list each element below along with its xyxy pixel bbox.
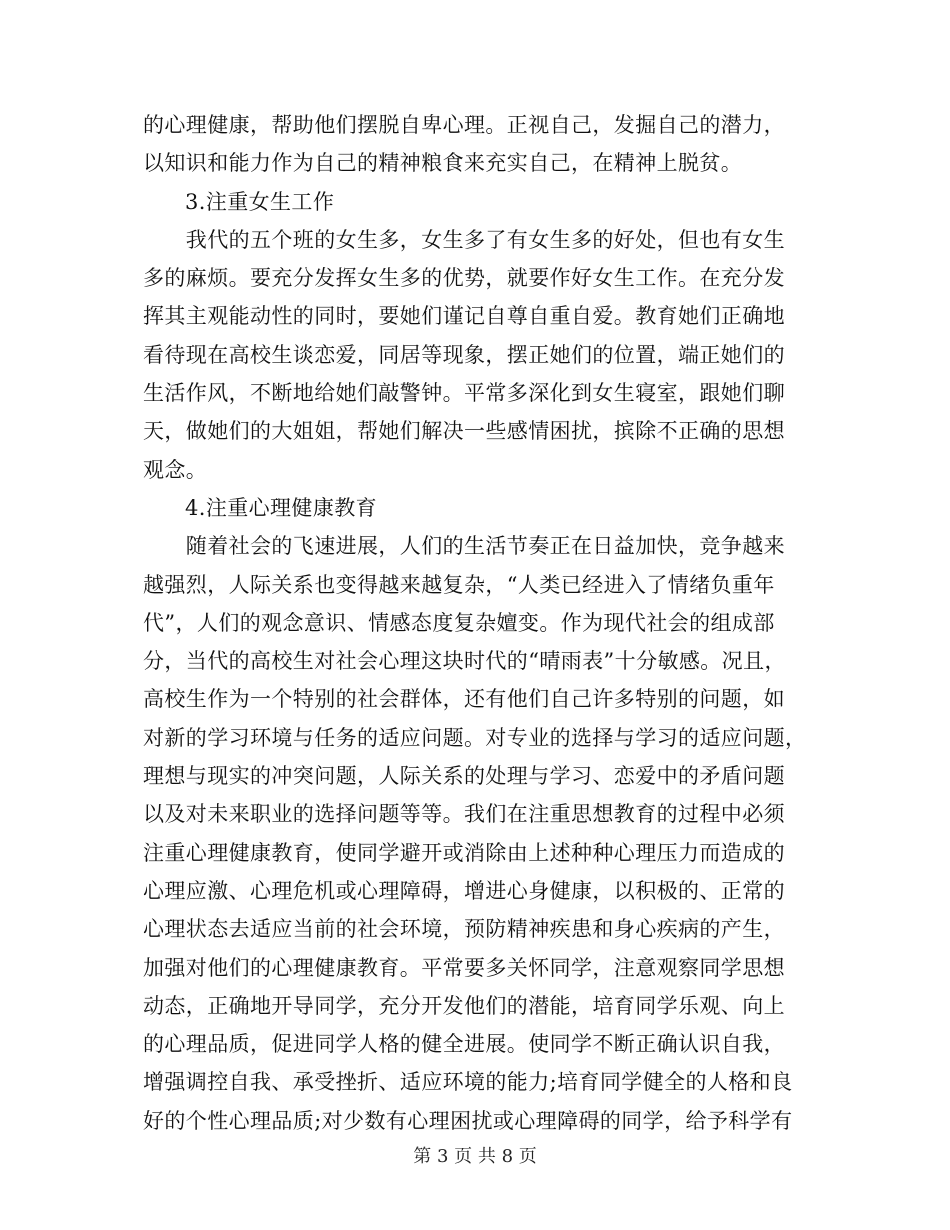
body-text-line: 我代的五个班的女生多，女生多了有女生多的好处，但也有女生 — [143, 227, 785, 252]
body-text-line: 生活作风，不断地给她们敲警钟。平常多深化到女生寝室，跟她们聊 — [143, 381, 785, 406]
body-text-line: 对新的学习环境与任务的适应问题。对专业的选择与学习的适应问题， — [143, 725, 807, 750]
body-text-line: 越强烈，人际关系也变得越来越复杂，“人类已经进入了情绪负重年 — [143, 572, 775, 597]
body-text-line: 增强调控自我、承受挫折、适应环境的能力;培育同学健全的人格和良 — [143, 1070, 793, 1095]
body-text-line: 加强对他们的心理健康教育。平常要多关怀同学，注意观察同学思想 — [143, 955, 785, 980]
body-text-line: 挥其主观能动性的同时，要她们谨记自尊自重自爱。教育她们正确地 — [143, 304, 785, 329]
body-text-line: 动态，正确地开导同学，充分开发他们的潜能，培育同学乐观、向上 — [143, 993, 785, 1018]
page-number-footer: 第 3 页 共 8 页 — [413, 1146, 537, 1167]
body-text-line: 以知识和能力作为自己的精神粮食来充实自己，在精神上脱贫。 — [143, 151, 743, 176]
body-text-line: 观念。 — [143, 457, 208, 482]
body-text-line: 分，当代的高校生对社会心理这块时代的“晴雨表”十分敏感。况且， — [143, 649, 786, 674]
body-text-line: 的心理品质，促进同学人格的健全进展。使同学不断正确认识自我， — [143, 1032, 785, 1057]
section-heading: 3.注重女生工作 — [185, 189, 335, 214]
body-text-line: 注重心理健康教育，使同学避开或消除由上述种种心理压力而造成的 — [143, 840, 785, 865]
body-text-line: 心理应激、心理危机或心理障碍，增进心身健康，以积极的、正常的 — [143, 878, 785, 903]
body-text-line: 的心理健康，帮助他们摆脱自卑心理。正视自己，发掘自己的潜力， — [143, 113, 785, 137]
body-text-line: 理想与现实的冲突问题，人际关系的处理与学习、恋爱中的矛盾问题 — [143, 764, 785, 789]
body-text-line: 随着社会的飞速进展，人们的生活节奏正在日益加快，竞争越来 — [143, 534, 785, 559]
body-text-line: 心理状态去适应当前的社会环境，预防精神疾患和身心疾病的产生， — [143, 917, 785, 942]
body-text-line: 高校生作为一个特别的社会群体，还有他们自己许多特别的问题，如 — [143, 687, 785, 712]
section-heading: 4.注重心理健康教育 — [185, 495, 378, 520]
body-text-line: 代”，人们的观念意识、情感态度复杂嬗变。作为现代社会的组成部 — [143, 610, 775, 635]
body-text-line: 多的麻烦。要充分发挥女生多的优势，就要作好女生工作。在充分发 — [143, 266, 785, 291]
body-text-line: 看待现在高校生谈恋爱，同居等现象，摆正她们的位置，端正她们的 — [143, 342, 785, 367]
body-text-line: 天，做她们的大姐姐，帮她们解决一些感情困扰，摈除不正确的思想 — [143, 419, 785, 444]
body-text-line: 好的个性心理品质;对少数有心理困扰或心理障碍的同学，给予科学有 — [143, 1108, 793, 1133]
body-text-line: 以及对未来职业的选择问题等等。我们在注重思想教育的过程中必须 — [143, 802, 785, 827]
document-body — [143, 106, 811, 1140]
